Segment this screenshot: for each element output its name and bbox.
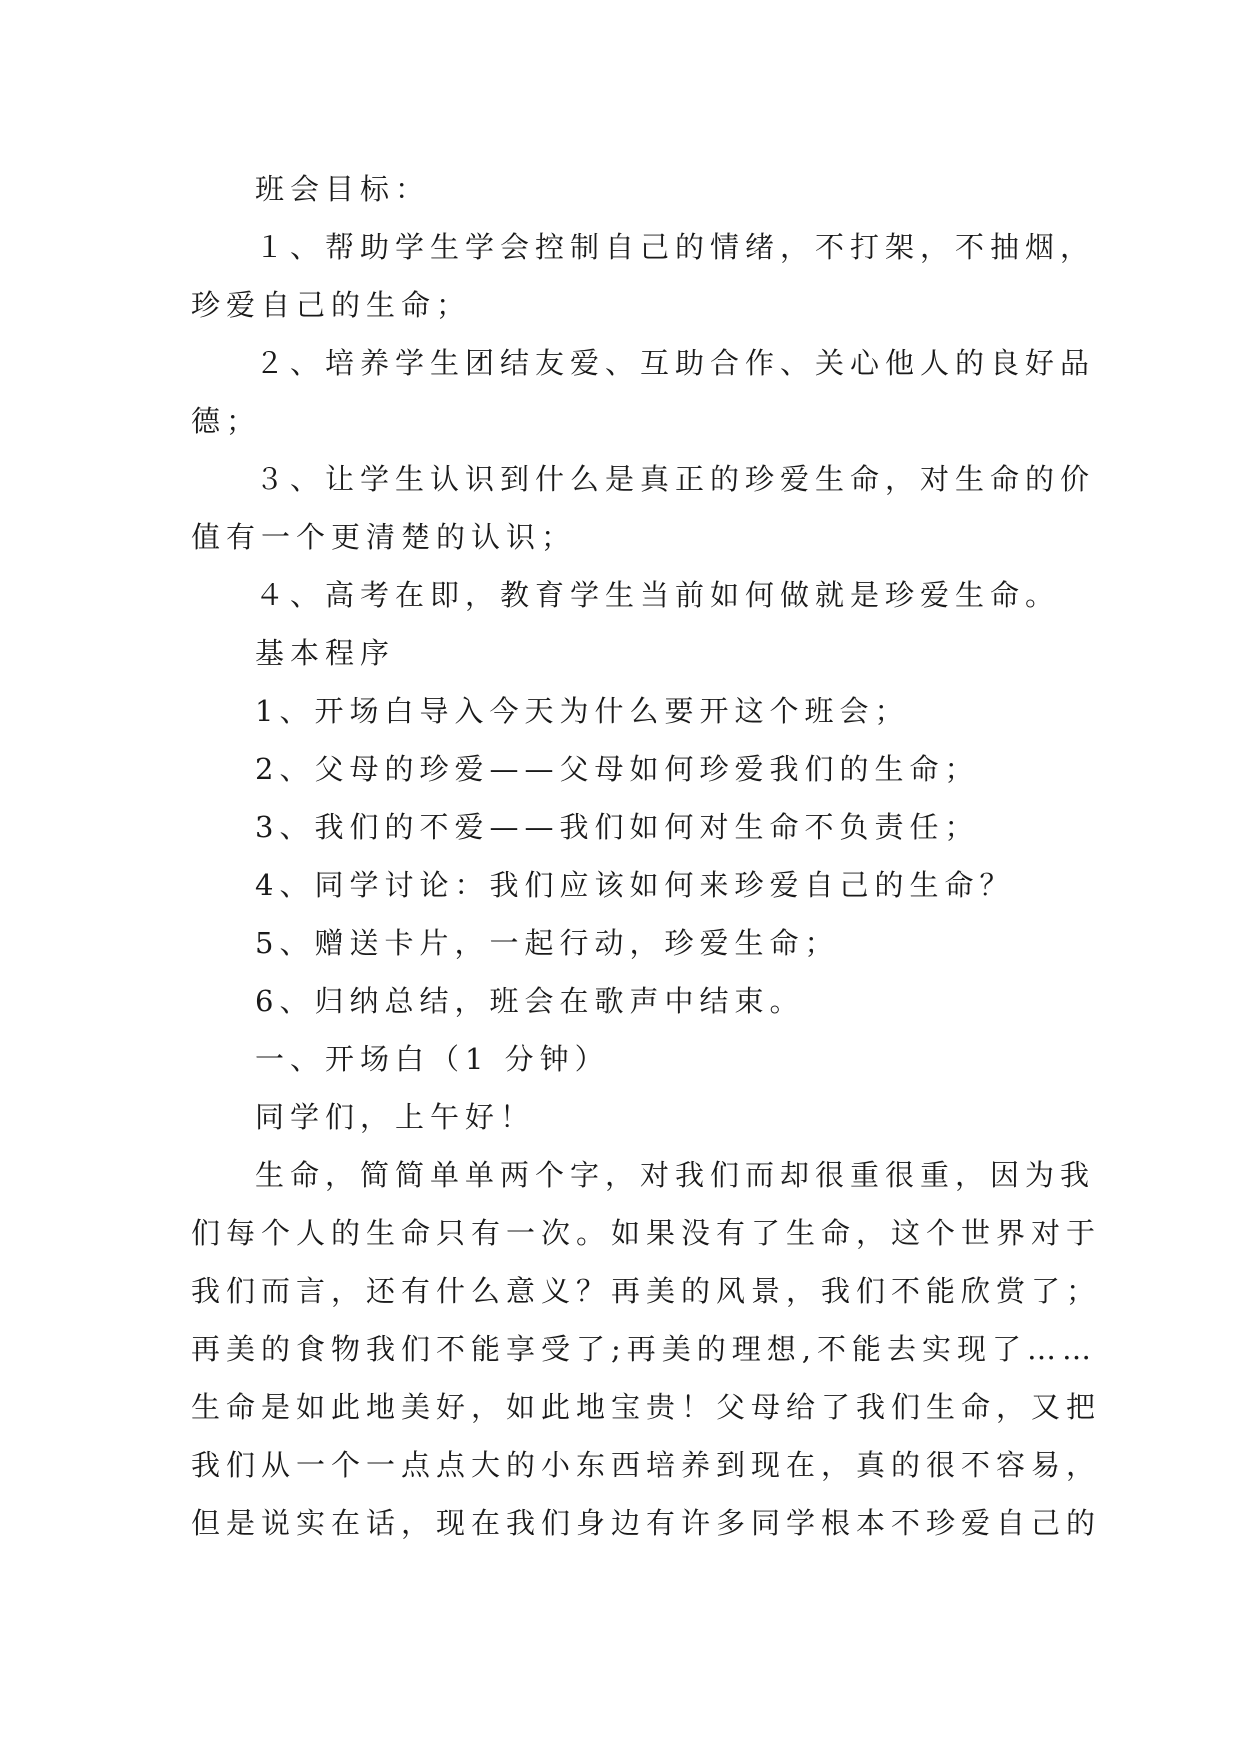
procedure-item-1: 1、开场白导入今天为什么要开这个班会； xyxy=(255,694,910,728)
paragraph-line-4: 再美的食物我们不能享受了;再美的理想,不能去实现了…… xyxy=(191,1332,1097,1366)
greeting-line: 同学们，上午好！ xyxy=(255,1100,536,1134)
paragraph-line-5: 生命是如此地美好，如此地宝贵！父母给了我们生命，又把 xyxy=(191,1390,1102,1424)
paragraph-line-3: 我们而言，还有什么意义？再美的风景，我们不能欣赏了； xyxy=(191,1274,1102,1308)
goal-3-line-1: ３、让学生认识到什么是真正的珍爱生命，对生命的价 xyxy=(255,462,1096,496)
goal-1-line-1: １、帮助学生学会控制自己的情绪，不打架，不抽烟， xyxy=(255,230,1096,264)
paragraph-line-6: 我们从一个一点点大的小东西培养到现在，真的很不容易， xyxy=(191,1448,1102,1482)
procedure-item-6: 6、归纳总结，班会在歌声中结束。 xyxy=(255,984,805,1018)
goal-2-line-1: ２、培养学生团结友爱、互助合作、关心他人的良好品 xyxy=(255,346,1096,380)
goal-4-line-1: ４、高考在即，教育学生当前如何做就是珍爱生命。 xyxy=(255,578,1061,612)
procedure-item-5: 5、赠送卡片，一起行动，珍爱生命； xyxy=(255,926,840,960)
paragraph-line-7: 但是说实在话，现在我们身边有许多同学根本不珍爱自己的 xyxy=(191,1506,1102,1540)
procedure-item-3: 3、我们的不爱——我们如何对生命不负责任； xyxy=(255,810,980,844)
heading-opening: 一、开场白（1 分钟） xyxy=(255,1042,610,1076)
paragraph-line-1: 生命，简简单单两个字，对我们而却很重很重，因为我 xyxy=(255,1158,1096,1192)
procedure-item-2: 2、父母的珍爱——父母如何珍爱我们的生命； xyxy=(255,752,980,786)
procedure-item-4: 4、同学讨论：我们应该如何来珍爱自己的生命？ xyxy=(255,868,1015,902)
paragraph-line-2: 们每个人的生命只有一次。如果没有了生命，这个世界对于 xyxy=(191,1216,1102,1250)
heading-basic-procedure: 基本程序 xyxy=(255,636,396,670)
goal-2-line-2: 德； xyxy=(191,404,262,438)
goal-3-line-2: 值有一个更清楚的认识； xyxy=(191,520,577,554)
heading-class-goals: 班会目标： xyxy=(255,172,431,206)
goal-1-line-2: 珍爱自己的生命； xyxy=(191,288,472,322)
document-body xyxy=(191,160,1102,1552)
